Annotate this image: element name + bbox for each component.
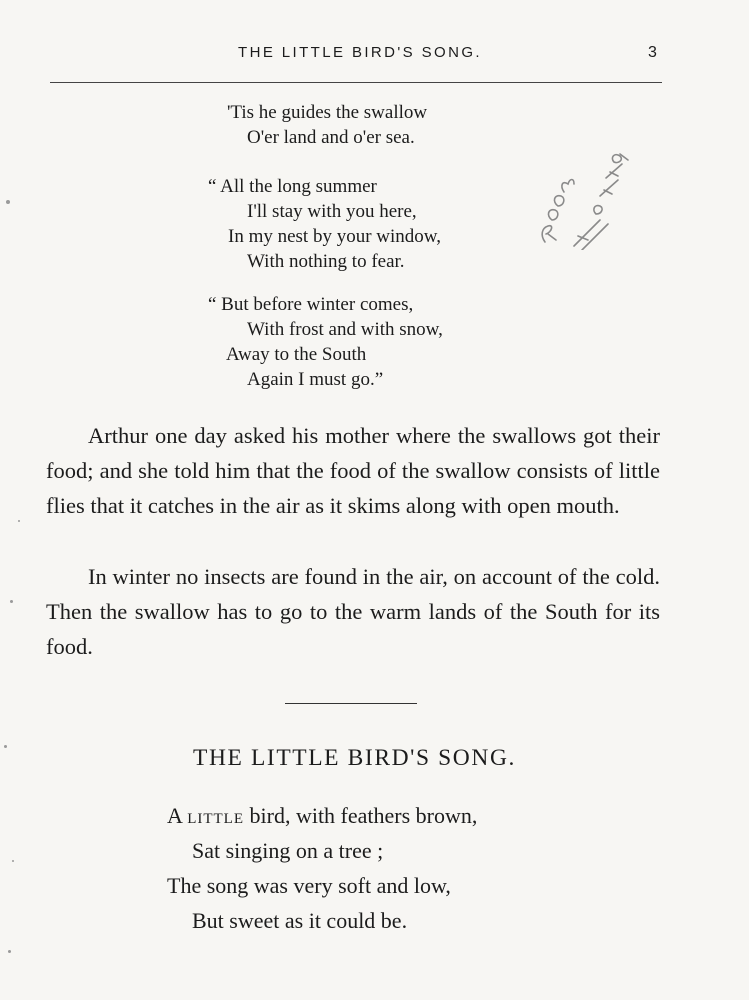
page-speck xyxy=(12,860,14,862)
verse-stanza-3 xyxy=(208,292,443,392)
verse-line: In my nest by your window, xyxy=(228,226,442,247)
handwritten-annotation xyxy=(530,150,630,250)
poem-first-word: A xyxy=(167,803,182,828)
header-rule xyxy=(50,82,662,83)
verse-line: I'll stay with you here, xyxy=(247,201,417,222)
section-title: THE LITTLE BIRD'S SONG. xyxy=(192,745,516,771)
verse-stanza-2 xyxy=(208,174,441,274)
verse-line: “ But before winter comes, xyxy=(208,294,414,315)
verse-line: Again I must go.” xyxy=(247,369,384,390)
running-head: THE LITTLE BIRD'S SONG. xyxy=(238,44,482,61)
poem-stanza xyxy=(167,798,477,938)
paragraph-text: Arthur one day asked his mother where the swallows got their food; and she told him that the food of the swallow consists of little flies that it catches in the air as it skims along with open mouth. xyxy=(46,423,660,518)
page-number: 3 xyxy=(648,44,657,61)
poem-line xyxy=(167,798,477,833)
page-speck xyxy=(8,950,11,953)
page-speck xyxy=(6,200,10,204)
verse-line: With nothing to fear. xyxy=(247,251,405,272)
poem-first-word-smallcaps: little xyxy=(187,803,244,828)
verse-line: With frost and with snow, xyxy=(247,319,443,340)
page-speck xyxy=(4,745,7,748)
verse-line: 'Tis he guides the swallow xyxy=(227,102,428,123)
poem-line: Sat singing on a tree ; xyxy=(192,838,384,863)
poem-line-rest: bird, with feathers brown, xyxy=(244,803,478,828)
page-speck xyxy=(18,520,20,522)
section-divider xyxy=(285,703,417,704)
paragraph-2 xyxy=(46,559,660,664)
verse-stanza-1 xyxy=(227,100,427,150)
paragraph-1 xyxy=(46,418,660,523)
verse-line: O'er land and o'er sea. xyxy=(247,127,415,148)
verse-line: Away to the South xyxy=(226,344,367,365)
poem-line: The song was very soft and low, xyxy=(167,873,451,898)
paragraph-text: In winter no insects are found in the air, on account of the cold. Then the swallow has to go to the warm lands of the South for its food. xyxy=(46,564,660,659)
verse-line: “ All the long summer xyxy=(208,176,377,197)
poem-line: But sweet as it could be. xyxy=(192,908,408,933)
page-speck xyxy=(10,600,13,603)
